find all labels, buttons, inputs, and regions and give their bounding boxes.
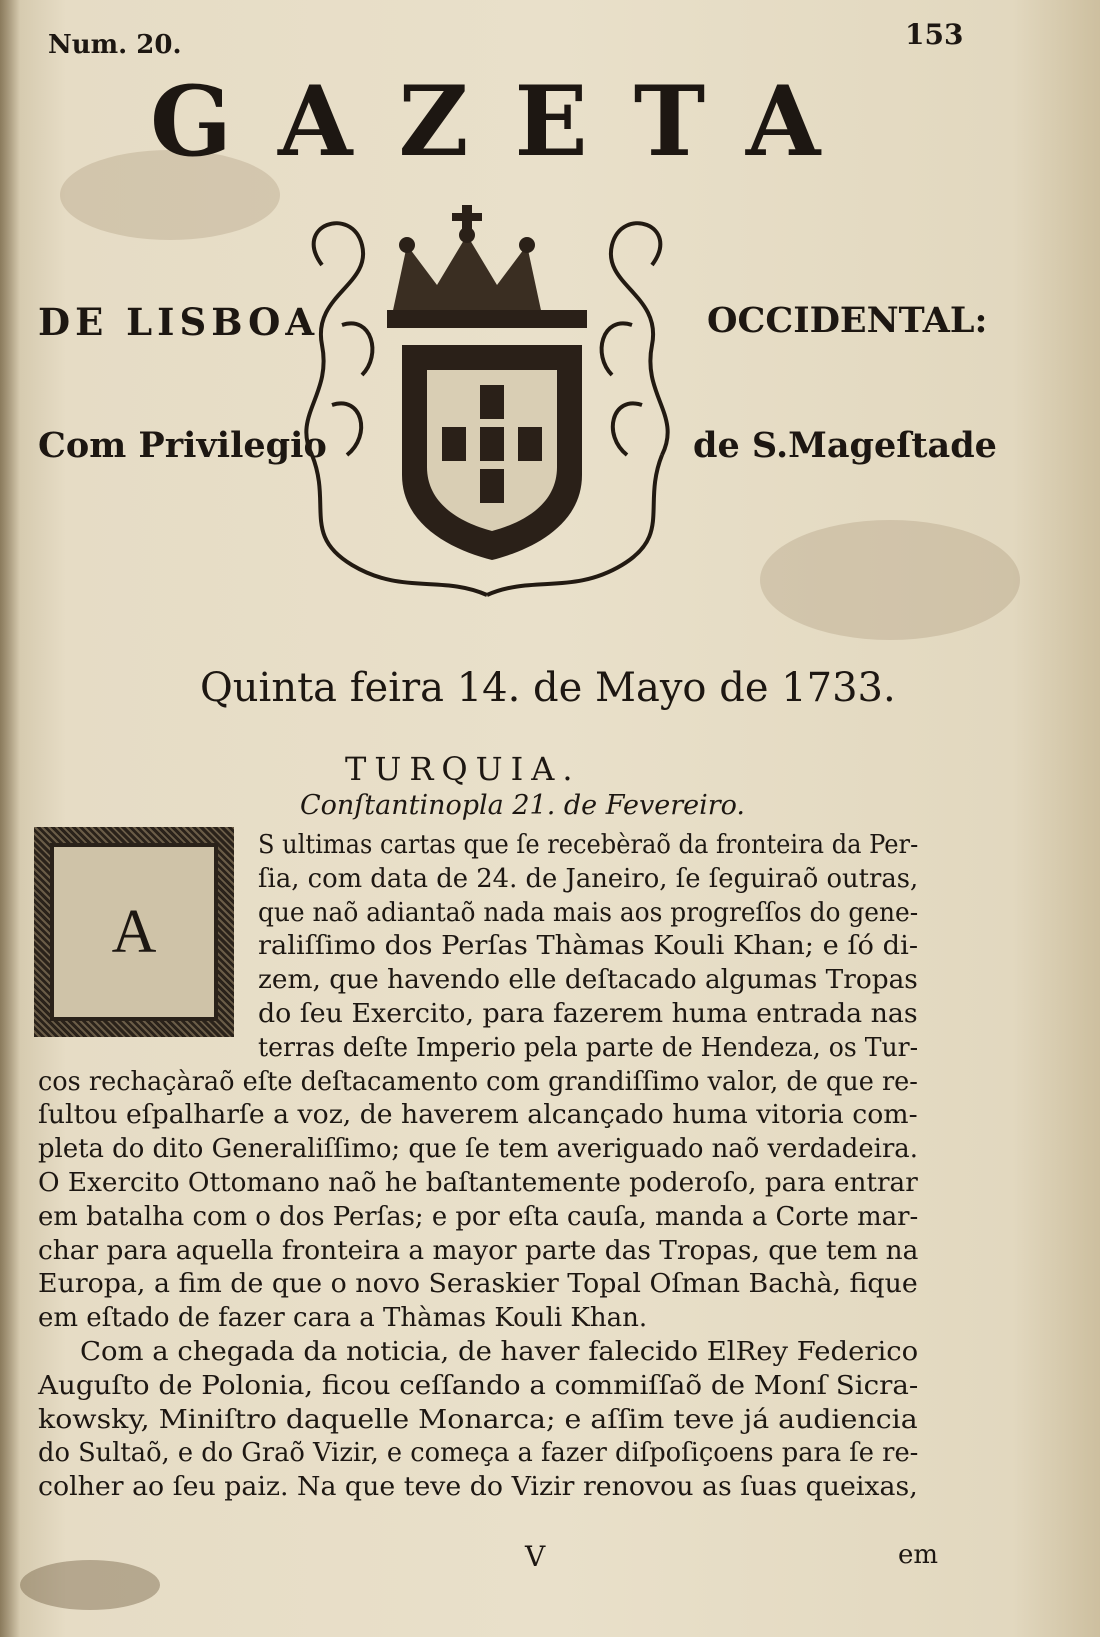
article-line: raliſſimo dos Perſas Thàmas Kouli Khan; e ſó di-	[258, 931, 919, 962]
section-heading: TURQUIA.	[345, 750, 581, 788]
paper-stain	[760, 520, 1020, 640]
paper-stain	[20, 1560, 160, 1610]
article-line: kowsky, Miniſtro daquelle Monarca; e aſſim teve já audiencia	[38, 1404, 918, 1435]
article-line: ſultou eſpalharſe a voz, de haverem alcançado huma vitoria com-	[38, 1100, 918, 1131]
article-line: que naõ adiantaõ nada mais aos progreſſos do gene-	[258, 897, 919, 928]
article-line: pleta do dito Generaliſſimo; que ſe tem averiguado naõ verdadeira.	[38, 1134, 918, 1165]
place-left: DE LISBOA	[38, 300, 320, 344]
place-right: OCCIDENTAL:	[707, 300, 988, 341]
article-line: char para aquella fronteira a mayor parte das Tropas, que tem na	[38, 1235, 919, 1266]
article-line: Europa, a fim de que o novo Seraskier Topal Oſman Bachà, fique	[38, 1269, 918, 1300]
drop-cap-frame	[50, 843, 218, 1021]
binding-shadow	[0, 0, 20, 1637]
privilege-right: de S.Mageſtade	[693, 425, 997, 466]
article-line: colher ao ſeu paiz. Na que teve do Vizir renovou as ſuas queixas,	[38, 1472, 918, 1503]
article-line: do ſeu Exercito, para fazerem huma entrada nas	[258, 999, 918, 1029]
article-line: cos rechaçàraõ eſte deſtacamento com grandiſſimo valor, de que re-	[38, 1066, 918, 1097]
catchword: em	[898, 1540, 939, 1570]
article-line: Auguſto de Polonia, ficou ceſſando a commiſſaõ de Monſ Sicra-	[38, 1370, 919, 1401]
article-line: terras deſte Imperio pela parte de Hendeza, os Tur-	[258, 1032, 919, 1063]
drop-cap-letter: A	[111, 897, 157, 966]
article-line: zem, que havendo elle deſtacado algumas Tropas	[258, 965, 918, 996]
signature-mark: V	[525, 1540, 546, 1573]
dateline: Conſtantinopla 21. de Fevereiro.	[300, 790, 745, 821]
issue-date: Quinta feira 14. de Mayo de 1733.	[200, 665, 896, 711]
page-title: GAZETA	[150, 65, 867, 178]
article-line: S ultimas cartas que ſe recebèraõ da fronteira da Per-	[258, 830, 919, 860]
issue-number: Num. 20.	[48, 30, 182, 60]
article-line: em batalha com o dos Perſas; e por eſta cauſa, manda a Corte mar-	[38, 1201, 919, 1232]
article-line: Com a chegada da noticia, de haver falecido ElRey Federico	[80, 1337, 919, 1367]
drop-cap	[34, 827, 234, 1037]
article-line: em eſtado de fazer cara a Thàmas Kouli Khan.	[38, 1303, 648, 1334]
article-line: do Sultaõ, e do Graõ Vizir, e começa a fazer diſpoſiçoens para ſe re-	[38, 1438, 919, 1469]
privilege-left: Com Privilegio	[38, 425, 327, 466]
coat-of-arms-icon	[292, 205, 682, 605]
article-line: ſia, com data de 24. de Janeiro, ſe ſeguiraõ outras,	[258, 863, 919, 894]
page-number: 153	[905, 18, 964, 51]
article-line: O Exercito Ottomano naõ he baſtantemente poderoſo, para entrar	[38, 1168, 918, 1198]
